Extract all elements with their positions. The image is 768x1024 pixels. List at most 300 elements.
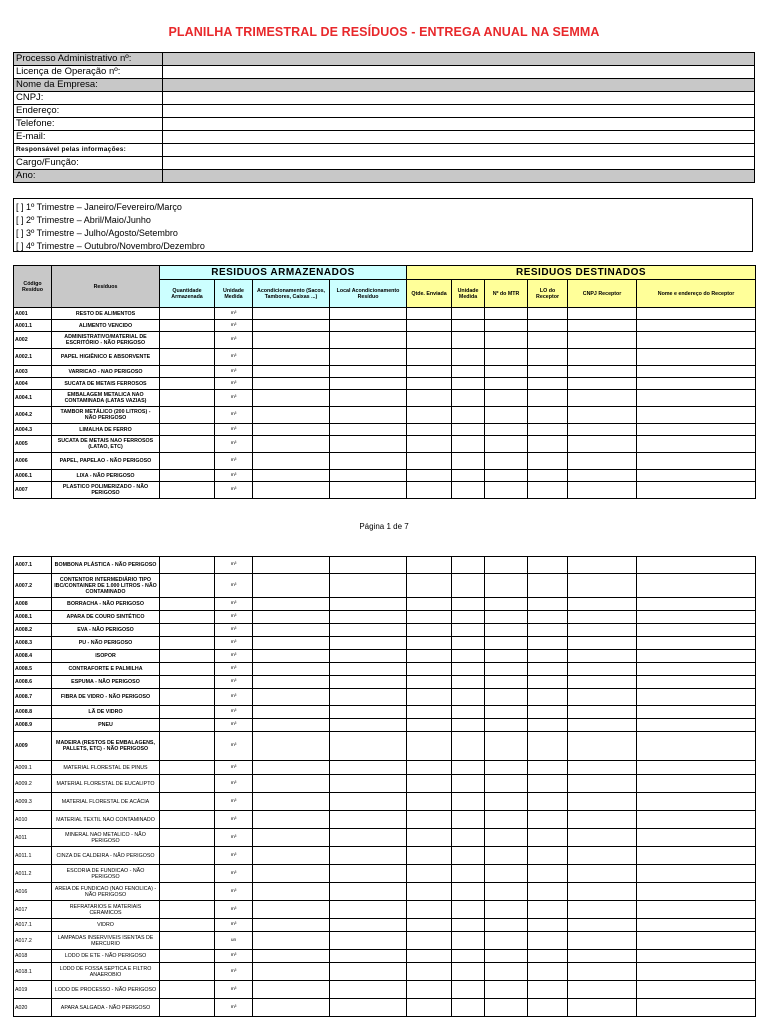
receiver-lo-cell[interactable] <box>528 637 568 650</box>
qty-sent-cell[interactable] <box>407 482 452 499</box>
packaging-cell[interactable] <box>253 732 330 761</box>
receiver-lo-cell[interactable] <box>528 883 568 901</box>
receiver-name-cell[interactable] <box>637 901 756 919</box>
mtr-cell[interactable] <box>485 332 528 349</box>
receiver-cnpj-cell[interactable] <box>568 308 637 320</box>
storage-location-cell[interactable] <box>330 883 407 901</box>
packaging-cell[interactable] <box>253 761 330 775</box>
receiver-cnpj-cell[interactable] <box>568 793 637 811</box>
quantity-stored-cell[interactable] <box>160 598 215 611</box>
receiver-name-cell[interactable] <box>637 919 756 932</box>
quantity-stored-cell[interactable] <box>160 793 215 811</box>
receiver-lo-cell[interactable] <box>528 775 568 793</box>
receiver-cnpj-cell[interactable] <box>568 999 637 1017</box>
receiver-name-cell[interactable] <box>637 883 756 901</box>
mtr-cell[interactable] <box>485 557 528 574</box>
storage-location-cell[interactable] <box>330 950 407 963</box>
quantity-stored-cell[interactable] <box>160 436 215 453</box>
storage-location-cell[interactable] <box>330 557 407 574</box>
quantity-stored-cell[interactable] <box>160 689 215 706</box>
receiver-lo-cell[interactable] <box>528 390 568 407</box>
receiver-cnpj-cell[interactable] <box>568 470 637 482</box>
quantity-stored-cell[interactable] <box>160 883 215 901</box>
receiver-cnpj-cell[interactable] <box>568 424 637 436</box>
storage-location-cell[interactable] <box>330 407 407 424</box>
storage-location-cell[interactable] <box>330 719 407 732</box>
quantity-stored-cell[interactable] <box>160 775 215 793</box>
unit-sent-cell[interactable] <box>452 865 485 883</box>
info-value-field[interactable] <box>163 105 755 118</box>
receiver-cnpj-cell[interactable] <box>568 847 637 865</box>
receiver-cnpj-cell[interactable] <box>568 637 637 650</box>
packaging-cell[interactable] <box>253 611 330 624</box>
quantity-stored-cell[interactable] <box>160 308 215 320</box>
receiver-cnpj-cell[interactable] <box>568 706 637 719</box>
unit-sent-cell[interactable] <box>452 378 485 390</box>
storage-location-cell[interactable] <box>330 919 407 932</box>
quantity-stored-cell[interactable] <box>160 706 215 719</box>
unit-sent-cell[interactable] <box>452 574 485 598</box>
qty-sent-cell[interactable] <box>407 320 452 332</box>
receiver-name-cell[interactable] <box>637 320 756 332</box>
receiver-cnpj-cell[interactable] <box>568 574 637 598</box>
unit-sent-cell[interactable] <box>452 950 485 963</box>
receiver-name-cell[interactable] <box>637 932 756 950</box>
mtr-cell[interactable] <box>485 865 528 883</box>
quantity-stored-cell[interactable] <box>160 719 215 732</box>
mtr-cell[interactable] <box>485 963 528 981</box>
unit-sent-cell[interactable] <box>452 999 485 1017</box>
receiver-lo-cell[interactable] <box>528 811 568 829</box>
qty-sent-cell[interactable] <box>407 378 452 390</box>
trimester-option-2[interactable]: [ ] 2º Trimestre – Abril/Maio/Junho <box>16 215 151 225</box>
qty-sent-cell[interactable] <box>407 963 452 981</box>
receiver-lo-cell[interactable] <box>528 624 568 637</box>
packaging-cell[interactable] <box>253 557 330 574</box>
receiver-name-cell[interactable] <box>637 829 756 847</box>
receiver-name-cell[interactable] <box>637 719 756 732</box>
receiver-lo-cell[interactable] <box>528 453 568 470</box>
receiver-lo-cell[interactable] <box>528 308 568 320</box>
quantity-stored-cell[interactable] <box>160 963 215 981</box>
qty-sent-cell[interactable] <box>407 919 452 932</box>
mtr-cell[interactable] <box>485 847 528 865</box>
qty-sent-cell[interactable] <box>407 611 452 624</box>
mtr-cell[interactable] <box>485 919 528 932</box>
receiver-lo-cell[interactable] <box>528 847 568 865</box>
unit-sent-cell[interactable] <box>452 637 485 650</box>
trimester-option-1[interactable]: [ ] 1º Trimestre – Janeiro/Fevereiro/Março <box>16 202 182 212</box>
packaging-cell[interactable] <box>253 932 330 950</box>
storage-location-cell[interactable] <box>330 932 407 950</box>
unit-sent-cell[interactable] <box>452 761 485 775</box>
quantity-stored-cell[interactable] <box>160 453 215 470</box>
receiver-cnpj-cell[interactable] <box>568 482 637 499</box>
quantity-stored-cell[interactable] <box>160 424 215 436</box>
info-value-field[interactable] <box>163 170 755 183</box>
receiver-name-cell[interactable] <box>637 482 756 499</box>
unit-sent-cell[interactable] <box>452 349 485 366</box>
receiver-name-cell[interactable] <box>637 706 756 719</box>
packaging-cell[interactable] <box>253 775 330 793</box>
packaging-cell[interactable] <box>253 436 330 453</box>
unit-sent-cell[interactable] <box>452 829 485 847</box>
receiver-lo-cell[interactable] <box>528 719 568 732</box>
mtr-cell[interactable] <box>485 981 528 999</box>
unit-sent-cell[interactable] <box>452 598 485 611</box>
receiver-name-cell[interactable] <box>637 624 756 637</box>
packaging-cell[interactable] <box>253 811 330 829</box>
storage-location-cell[interactable] <box>330 332 407 349</box>
unit-sent-cell[interactable] <box>452 424 485 436</box>
storage-location-cell[interactable] <box>330 390 407 407</box>
receiver-name-cell[interactable] <box>637 981 756 999</box>
mtr-cell[interactable] <box>485 624 528 637</box>
info-value-field[interactable] <box>163 66 755 79</box>
mtr-cell[interactable] <box>485 883 528 901</box>
receiver-cnpj-cell[interactable] <box>568 598 637 611</box>
storage-location-cell[interactable] <box>330 482 407 499</box>
mtr-cell[interactable] <box>485 574 528 598</box>
mtr-cell[interactable] <box>485 999 528 1017</box>
qty-sent-cell[interactable] <box>407 732 452 761</box>
receiver-lo-cell[interactable] <box>528 981 568 999</box>
storage-location-cell[interactable] <box>330 598 407 611</box>
receiver-name-cell[interactable] <box>637 308 756 320</box>
receiver-name-cell[interactable] <box>637 676 756 689</box>
storage-location-cell[interactable] <box>330 761 407 775</box>
receiver-lo-cell[interactable] <box>528 732 568 761</box>
quantity-stored-cell[interactable] <box>160 574 215 598</box>
receiver-cnpj-cell[interactable] <box>568 349 637 366</box>
receiver-name-cell[interactable] <box>637 407 756 424</box>
receiver-lo-cell[interactable] <box>528 829 568 847</box>
storage-location-cell[interactable] <box>330 470 407 482</box>
receiver-cnpj-cell[interactable] <box>568 901 637 919</box>
qty-sent-cell[interactable] <box>407 829 452 847</box>
qty-sent-cell[interactable] <box>407 436 452 453</box>
unit-sent-cell[interactable] <box>452 732 485 761</box>
receiver-name-cell[interactable] <box>637 349 756 366</box>
qty-sent-cell[interactable] <box>407 453 452 470</box>
quantity-stored-cell[interactable] <box>160 919 215 932</box>
receiver-lo-cell[interactable] <box>528 424 568 436</box>
unit-sent-cell[interactable] <box>452 332 485 349</box>
unit-sent-cell[interactable] <box>452 676 485 689</box>
unit-sent-cell[interactable] <box>452 689 485 706</box>
mtr-cell[interactable] <box>485 470 528 482</box>
storage-location-cell[interactable] <box>330 775 407 793</box>
receiver-name-cell[interactable] <box>637 663 756 676</box>
storage-location-cell[interactable] <box>330 663 407 676</box>
packaging-cell[interactable] <box>253 637 330 650</box>
quantity-stored-cell[interactable] <box>160 829 215 847</box>
storage-location-cell[interactable] <box>330 811 407 829</box>
qty-sent-cell[interactable] <box>407 793 452 811</box>
packaging-cell[interactable] <box>253 963 330 981</box>
unit-sent-cell[interactable] <box>452 883 485 901</box>
qty-sent-cell[interactable] <box>407 847 452 865</box>
receiver-lo-cell[interactable] <box>528 482 568 499</box>
receiver-lo-cell[interactable] <box>528 598 568 611</box>
unit-sent-cell[interactable] <box>452 320 485 332</box>
packaging-cell[interactable] <box>253 482 330 499</box>
packaging-cell[interactable] <box>253 865 330 883</box>
receiver-name-cell[interactable] <box>637 557 756 574</box>
receiver-cnpj-cell[interactable] <box>568 436 637 453</box>
quantity-stored-cell[interactable] <box>160 847 215 865</box>
qty-sent-cell[interactable] <box>407 865 452 883</box>
quantity-stored-cell[interactable] <box>160 470 215 482</box>
quantity-stored-cell[interactable] <box>160 637 215 650</box>
storage-location-cell[interactable] <box>330 706 407 719</box>
quantity-stored-cell[interactable] <box>160 482 215 499</box>
mtr-cell[interactable] <box>485 761 528 775</box>
packaging-cell[interactable] <box>253 378 330 390</box>
receiver-name-cell[interactable] <box>637 637 756 650</box>
qty-sent-cell[interactable] <box>407 650 452 663</box>
quantity-stored-cell[interactable] <box>160 320 215 332</box>
storage-location-cell[interactable] <box>330 349 407 366</box>
receiver-cnpj-cell[interactable] <box>568 663 637 676</box>
mtr-cell[interactable] <box>485 676 528 689</box>
receiver-cnpj-cell[interactable] <box>568 650 637 663</box>
info-value-field[interactable] <box>163 118 755 131</box>
packaging-cell[interactable] <box>253 624 330 637</box>
receiver-lo-cell[interactable] <box>528 689 568 706</box>
unit-sent-cell[interactable] <box>452 611 485 624</box>
unit-sent-cell[interactable] <box>452 650 485 663</box>
unit-sent-cell[interactable] <box>452 436 485 453</box>
storage-location-cell[interactable] <box>330 793 407 811</box>
qty-sent-cell[interactable] <box>407 624 452 637</box>
mtr-cell[interactable] <box>485 829 528 847</box>
receiver-cnpj-cell[interactable] <box>568 407 637 424</box>
receiver-name-cell[interactable] <box>637 865 756 883</box>
unit-sent-cell[interactable] <box>452 308 485 320</box>
receiver-cnpj-cell[interactable] <box>568 366 637 378</box>
storage-location-cell[interactable] <box>330 424 407 436</box>
receiver-cnpj-cell[interactable] <box>568 676 637 689</box>
mtr-cell[interactable] <box>485 689 528 706</box>
info-value-field[interactable] <box>163 157 755 170</box>
qty-sent-cell[interactable] <box>407 932 452 950</box>
quantity-stored-cell[interactable] <box>160 932 215 950</box>
receiver-cnpj-cell[interactable] <box>568 719 637 732</box>
packaging-cell[interactable] <box>253 424 330 436</box>
receiver-cnpj-cell[interactable] <box>568 963 637 981</box>
receiver-lo-cell[interactable] <box>528 320 568 332</box>
receiver-name-cell[interactable] <box>637 650 756 663</box>
unit-sent-cell[interactable] <box>452 919 485 932</box>
storage-location-cell[interactable] <box>330 963 407 981</box>
packaging-cell[interactable] <box>253 901 330 919</box>
receiver-lo-cell[interactable] <box>528 407 568 424</box>
quantity-stored-cell[interactable] <box>160 611 215 624</box>
receiver-name-cell[interactable] <box>637 963 756 981</box>
qty-sent-cell[interactable] <box>407 637 452 650</box>
receiver-name-cell[interactable] <box>637 574 756 598</box>
unit-sent-cell[interactable] <box>452 624 485 637</box>
receiver-lo-cell[interactable] <box>528 999 568 1017</box>
unit-sent-cell[interactable] <box>452 847 485 865</box>
storage-location-cell[interactable] <box>330 378 407 390</box>
packaging-cell[interactable] <box>253 883 330 901</box>
quantity-stored-cell[interactable] <box>160 676 215 689</box>
qty-sent-cell[interactable] <box>407 950 452 963</box>
quantity-stored-cell[interactable] <box>160 761 215 775</box>
storage-location-cell[interactable] <box>330 999 407 1017</box>
receiver-lo-cell[interactable] <box>528 865 568 883</box>
quantity-stored-cell[interactable] <box>160 732 215 761</box>
unit-sent-cell[interactable] <box>452 963 485 981</box>
mtr-cell[interactable] <box>485 436 528 453</box>
receiver-cnpj-cell[interactable] <box>568 811 637 829</box>
packaging-cell[interactable] <box>253 308 330 320</box>
receiver-lo-cell[interactable] <box>528 611 568 624</box>
qty-sent-cell[interactable] <box>407 598 452 611</box>
unit-sent-cell[interactable] <box>452 981 485 999</box>
trimester-option-4[interactable]: [ ] 4º Trimestre – Outubro/Novembro/Dezembro <box>16 241 205 251</box>
qty-sent-cell[interactable] <box>407 349 452 366</box>
quantity-stored-cell[interactable] <box>160 663 215 676</box>
qty-sent-cell[interactable] <box>407 901 452 919</box>
quantity-stored-cell[interactable] <box>160 366 215 378</box>
quantity-stored-cell[interactable] <box>160 624 215 637</box>
receiver-cnpj-cell[interactable] <box>568 453 637 470</box>
quantity-stored-cell[interactable] <box>160 390 215 407</box>
mtr-cell[interactable] <box>485 650 528 663</box>
mtr-cell[interactable] <box>485 706 528 719</box>
qty-sent-cell[interactable] <box>407 676 452 689</box>
receiver-name-cell[interactable] <box>637 847 756 865</box>
unit-sent-cell[interactable] <box>452 901 485 919</box>
receiver-name-cell[interactable] <box>637 378 756 390</box>
receiver-cnpj-cell[interactable] <box>568 378 637 390</box>
qty-sent-cell[interactable] <box>407 775 452 793</box>
unit-sent-cell[interactable] <box>452 793 485 811</box>
packaging-cell[interactable] <box>253 999 330 1017</box>
receiver-name-cell[interactable] <box>637 793 756 811</box>
unit-sent-cell[interactable] <box>452 390 485 407</box>
packaging-cell[interactable] <box>253 829 330 847</box>
receiver-cnpj-cell[interactable] <box>568 557 637 574</box>
qty-sent-cell[interactable] <box>407 663 452 676</box>
mtr-cell[interactable] <box>485 424 528 436</box>
storage-location-cell[interactable] <box>330 574 407 598</box>
qty-sent-cell[interactable] <box>407 332 452 349</box>
packaging-cell[interactable] <box>253 676 330 689</box>
receiver-name-cell[interactable] <box>637 689 756 706</box>
mtr-cell[interactable] <box>485 775 528 793</box>
mtr-cell[interactable] <box>485 482 528 499</box>
quantity-stored-cell[interactable] <box>160 950 215 963</box>
packaging-cell[interactable] <box>253 919 330 932</box>
storage-location-cell[interactable] <box>330 689 407 706</box>
quantity-stored-cell[interactable] <box>160 650 215 663</box>
receiver-cnpj-cell[interactable] <box>568 981 637 999</box>
receiver-cnpj-cell[interactable] <box>568 775 637 793</box>
storage-location-cell[interactable] <box>330 981 407 999</box>
qty-sent-cell[interactable] <box>407 719 452 732</box>
receiver-lo-cell[interactable] <box>528 378 568 390</box>
unit-sent-cell[interactable] <box>452 663 485 676</box>
qty-sent-cell[interactable] <box>407 390 452 407</box>
packaging-cell[interactable] <box>253 407 330 424</box>
packaging-cell[interactable] <box>253 320 330 332</box>
qty-sent-cell[interactable] <box>407 407 452 424</box>
mtr-cell[interactable] <box>485 598 528 611</box>
receiver-name-cell[interactable] <box>637 999 756 1017</box>
unit-sent-cell[interactable] <box>452 366 485 378</box>
storage-location-cell[interactable] <box>330 308 407 320</box>
quantity-stored-cell[interactable] <box>160 557 215 574</box>
mtr-cell[interactable] <box>485 320 528 332</box>
storage-location-cell[interactable] <box>330 676 407 689</box>
receiver-lo-cell[interactable] <box>528 650 568 663</box>
packaging-cell[interactable] <box>253 574 330 598</box>
receiver-lo-cell[interactable] <box>528 901 568 919</box>
receiver-cnpj-cell[interactable] <box>568 950 637 963</box>
receiver-name-cell[interactable] <box>637 366 756 378</box>
info-value-field[interactable] <box>163 131 755 144</box>
packaging-cell[interactable] <box>253 793 330 811</box>
receiver-lo-cell[interactable] <box>528 793 568 811</box>
mtr-cell[interactable] <box>485 811 528 829</box>
receiver-lo-cell[interactable] <box>528 470 568 482</box>
receiver-cnpj-cell[interactable] <box>568 320 637 332</box>
mtr-cell[interactable] <box>485 901 528 919</box>
mtr-cell[interactable] <box>485 793 528 811</box>
receiver-cnpj-cell[interactable] <box>568 865 637 883</box>
packaging-cell[interactable] <box>253 663 330 676</box>
storage-location-cell[interactable] <box>330 624 407 637</box>
quantity-stored-cell[interactable] <box>160 811 215 829</box>
qty-sent-cell[interactable] <box>407 574 452 598</box>
unit-sent-cell[interactable] <box>452 775 485 793</box>
packaging-cell[interactable] <box>253 706 330 719</box>
receiver-name-cell[interactable] <box>637 332 756 349</box>
qty-sent-cell[interactable] <box>407 470 452 482</box>
receiver-lo-cell[interactable] <box>528 332 568 349</box>
storage-location-cell[interactable] <box>330 865 407 883</box>
mtr-cell[interactable] <box>485 453 528 470</box>
trimester-option-3[interactable]: [ ] 3º Trimestre – Julho/Agosto/Setembro <box>16 228 178 238</box>
storage-location-cell[interactable] <box>330 847 407 865</box>
receiver-lo-cell[interactable] <box>528 932 568 950</box>
receiver-lo-cell[interactable] <box>528 761 568 775</box>
storage-location-cell[interactable] <box>330 611 407 624</box>
storage-location-cell[interactable] <box>330 436 407 453</box>
qty-sent-cell[interactable] <box>407 761 452 775</box>
receiver-lo-cell[interactable] <box>528 436 568 453</box>
receiver-name-cell[interactable] <box>637 453 756 470</box>
receiver-cnpj-cell[interactable] <box>568 883 637 901</box>
unit-sent-cell[interactable] <box>452 482 485 499</box>
quantity-stored-cell[interactable] <box>160 999 215 1017</box>
mtr-cell[interactable] <box>485 950 528 963</box>
receiver-lo-cell[interactable] <box>528 574 568 598</box>
receiver-name-cell[interactable] <box>637 732 756 761</box>
unit-sent-cell[interactable] <box>452 470 485 482</box>
receiver-cnpj-cell[interactable] <box>568 829 637 847</box>
receiver-name-cell[interactable] <box>637 424 756 436</box>
receiver-name-cell[interactable] <box>637 390 756 407</box>
packaging-cell[interactable] <box>253 981 330 999</box>
unit-sent-cell[interactable] <box>452 811 485 829</box>
quantity-stored-cell[interactable] <box>160 332 215 349</box>
packaging-cell[interactable] <box>253 598 330 611</box>
